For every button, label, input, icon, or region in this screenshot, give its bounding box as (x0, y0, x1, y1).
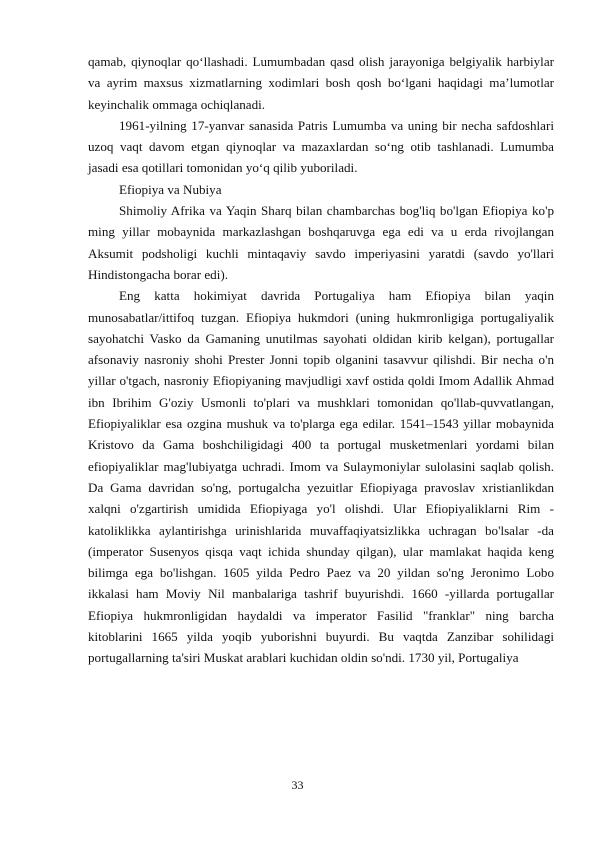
paragraph-ethiopia-intro: Shimoliy Afrika va Yaqin Sharq bilan chambarchas bog'liq bo'lgan Efiopiya ko'p ming yillar mobaynida markazlashgan boshqaruvga ega edi va u erda rivojlangan Aksumit podsholigi kuchli mintaqaviy savdo imperiyasini yaratdi (savdo yo'llari Hindistongacha borar edi). (88, 203, 554, 282)
paragraph-lumumba-execution: 1961-yilning 17-yanvar sanasida Patris Lumumba va uning bir necha safdoshlari uzoq vaqt davom etgan qiynoqlar va mazaxlardan so‘ng otib tashlanadi. Lumumba jasadi esa qotillari tomonidan yo‘q qilib yuboriladi. (88, 117, 554, 176)
paragraph-portugal-ethiopia: Eng katta hokimiyat davrida Portugaliya ham Efiopiya bilan yaqin munosabatlar/ittifoq tuzgan. Efiopiya hukmdori (uning hukmronligiga portugaliyalik sayohatchi Vasko da Gamaning unutilmas sayohati oldidan kirib kelgan), portugallar afsonaviy nasroniy shohi Prester Jonni topib olganini tasavvur qilishdi. Bir necha o'n yillar o'tgach, nasroniy Efiopiyaning mavjudligi xavf ostida qoldi Imom Adallik Ahmad ibn Ibrihim G'oziy Usmonli to'plari va mushklari tomonidan qo'llab-quvvatlangan, Efiopiyaliklar esa ozgina mushuk va to'plarga ega edilar. 1541–1543 yillar mobaynida Kristovo da Gama boshchiligidagi 400 ta portugal musketmenlari yordami bilan efiopiyaliklar mag'lubiyatga uchradi. Imom va Sulaymoniylar sulolasini saqlab qolish. Da Gama davridan so'ng, portugalcha yezuitlar Efiopiyaga pravoslav xristianlikdan xalqni o'zgartirish umidida Efiopiyaga yo'l olishdi. Ular Efiopiyaliklarni Rim -katoliklikka aylantirishga urinishlarida muvaffaqiyatsizlikka uchragan bo'lsalar -da (imperator Susenyos qisqa vaqt ichida shunday qilgan), ular mamlakat haqida keng bilimga ega bo'lishgan. 1605 yilda Pedro Paez va 20 yildan so'ng Jeronimo Lobo ikkalasi ham Moviy Nil manbalariga tashrif buyurishdi. 1660 -yillarda portugallar Efiopiya hukmronligidan haydaldi va imperator Fasilid "franklar" ning barcha kitoblarini 1665 yilda yoqib yuborishni buyurdi. Bu vaqtda Zanzibar sohilidagi portugallarning ta'siri Muskat arablari kuchidan oldin so'ndi. 1730 yil, Portugaliya (88, 288, 554, 666)
page-number: 33 (291, 778, 304, 792)
page-body (88, 51, 554, 669)
section-heading: Efiopiya va Nubiya (119, 181, 222, 197)
paragraph-continued: qamab, qiynoqlar qo‘llashadi. Lumumbadan qasd olish jarayoniga belgiyalik harbiylar va ayrim maxsus xizmatlarning xodimlari bosh qosh bo‘lgani haqidagi ma’lumotlar keyinchalik ommaga ochiqlanadi. (88, 54, 554, 112)
